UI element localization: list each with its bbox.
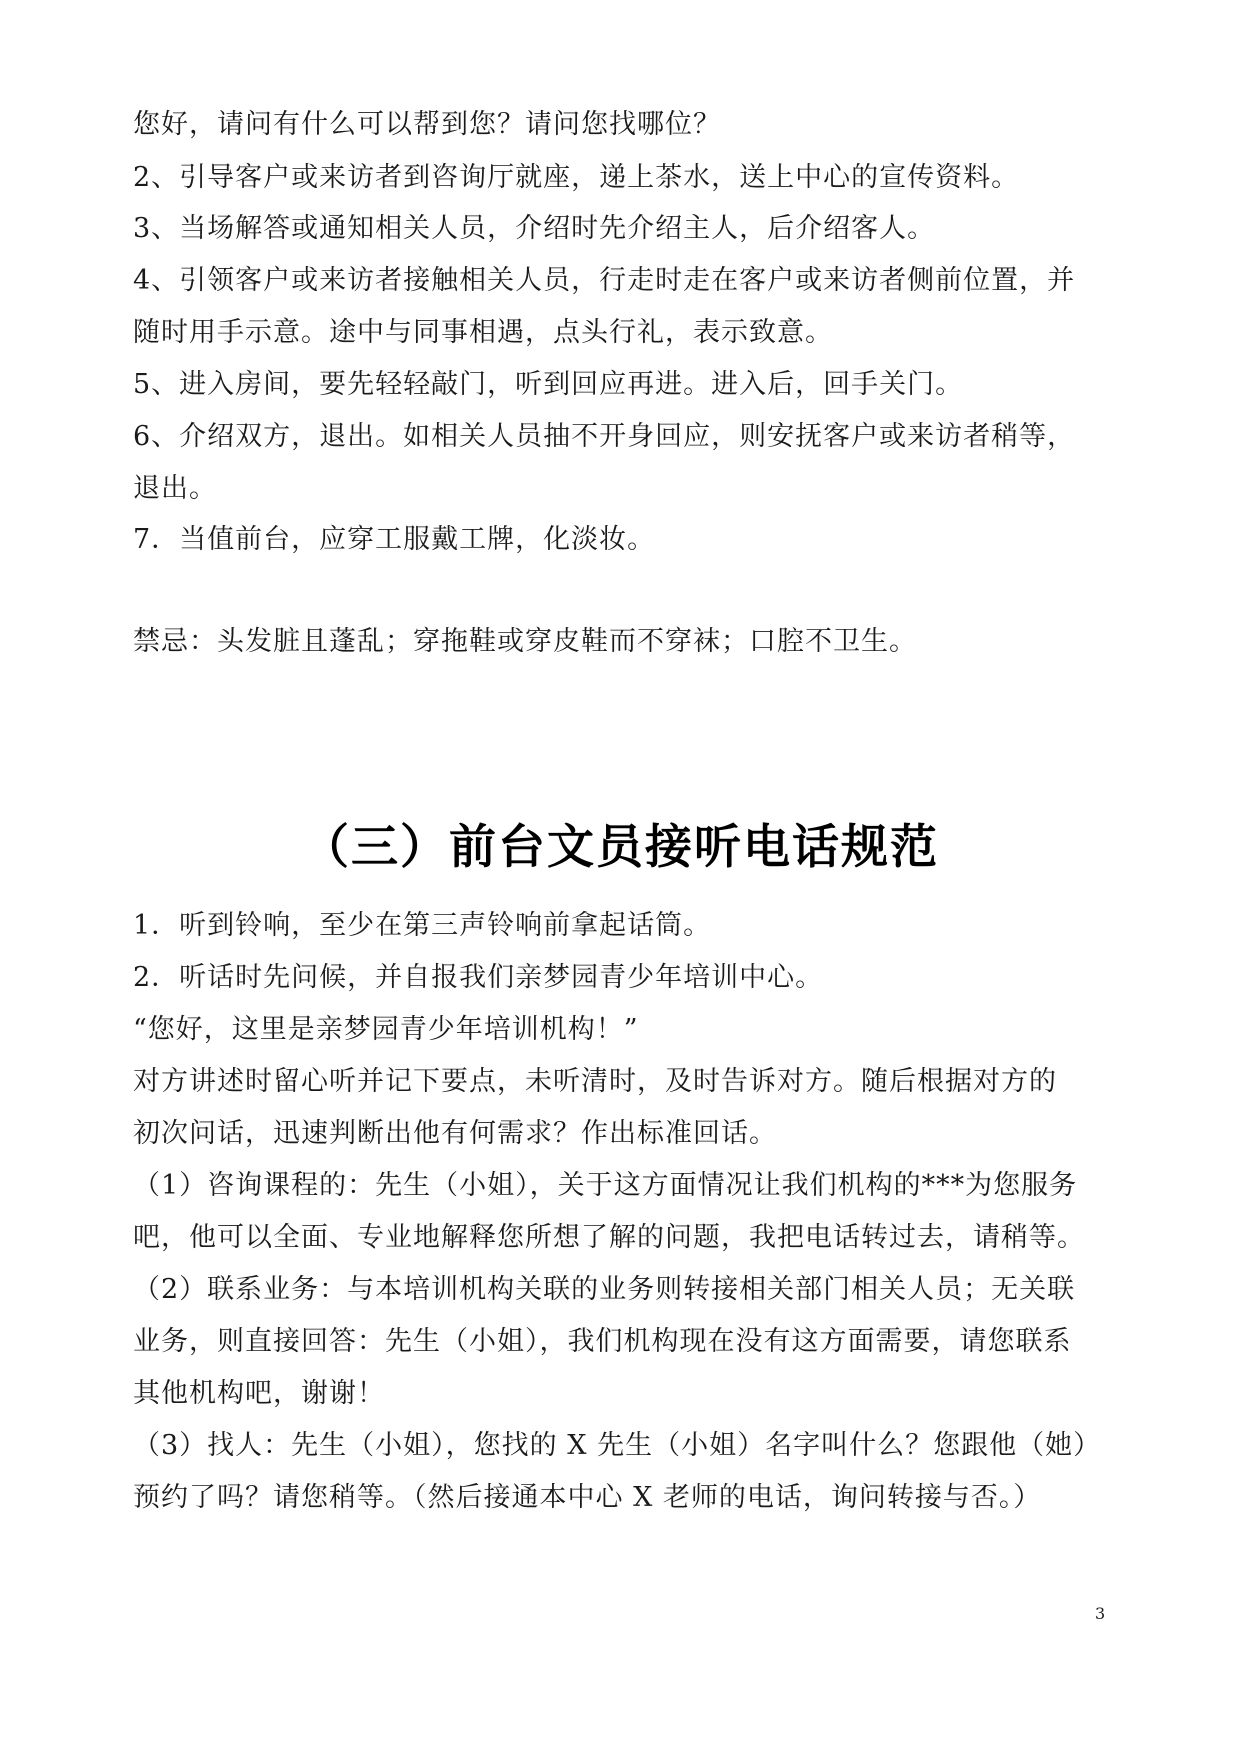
- paragraph-line: 2．听话时先问候，并自报我们亲梦园青少年培训中心。: [133, 962, 824, 993]
- paragraph-line: 1．听到铃响，至少在第三声铃响前拿起话筒。: [133, 910, 712, 941]
- paragraph-line: 您好，请问有什么可以帮到您？请问您找哪位？: [133, 109, 721, 140]
- paragraph-line: 4、引领客户或来访者接触相关人员，行走时走在客户或来访者侧前位置，并: [133, 265, 1076, 296]
- paragraph-line: 随时用手示意。途中与同事相遇，点头行礼，表示致意。: [133, 317, 833, 348]
- taboo-note: 禁忌：头发脏且蓬乱；穿拖鞋或穿皮鞋而不穿袜；口腔不卫生。: [133, 626, 917, 657]
- paragraph-line: “您好，这里是亲梦园青少年培训机构！”: [133, 1014, 639, 1045]
- paragraph-line: （1）咨询课程的：先生（小姐），关于这方面情况让我们机构的***为您服务: [133, 1170, 1078, 1201]
- section-heading: （三）前台文员接听电话规范: [302, 820, 939, 875]
- paragraph-line: 对方讲述时留心听并记下要点，未听清时，及时告诉对方。随后根据对方的: [133, 1066, 1057, 1097]
- paragraph-line: 预约了吗？请您稍等。（然后接通本中心 X 老师的电话，询问转接与否。）: [133, 1482, 1042, 1513]
- paragraph-line: 其他机构吧，谢谢！: [133, 1378, 385, 1409]
- paragraph-line: 6、介绍双方，退出。如相关人员抽不开身回应，则安抚客户或来访者稍等，: [133, 421, 1076, 452]
- paragraph-line: 吧，他可以全面、专业地解释您所想了解的问题，我把电话转过去，请稍等。: [133, 1222, 1085, 1253]
- paragraph-line: 2、引导客户或来访者到咨询厅就座，递上茶水，送上中心的宣传资料。: [133, 162, 1020, 193]
- paragraph-line: 5、进入房间，要先轻轻敲门，听到回应再进。进入后，回手关门。: [133, 369, 964, 400]
- paragraph-line: （2）联系业务：与本培训机构关联的业务则转接相关部门相关人员；无关联: [133, 1274, 1076, 1305]
- paragraph-line: 退出。: [133, 473, 217, 504]
- paragraph-line: 业务，则直接回答：先生（小姐），我们机构现在没有这方面需要，请您联系: [133, 1326, 1072, 1357]
- paragraph-line: 初次问话，迅速判断出他有何需求？作出标准回话。: [133, 1118, 777, 1149]
- paragraph-line: 3、当场解答或通知相关人员，介绍时先介绍主人，后介绍客人。: [133, 213, 936, 244]
- paragraph-line: 7．当值前台，应穿工服戴工牌，化淡妆。: [133, 524, 656, 555]
- page-number: 3: [1095, 1604, 1106, 1623]
- paragraph-line: （3）找人：先生（小姐），您找的 X 先生（小姐）名字叫什么？您跟他（她）: [133, 1430, 1102, 1461]
